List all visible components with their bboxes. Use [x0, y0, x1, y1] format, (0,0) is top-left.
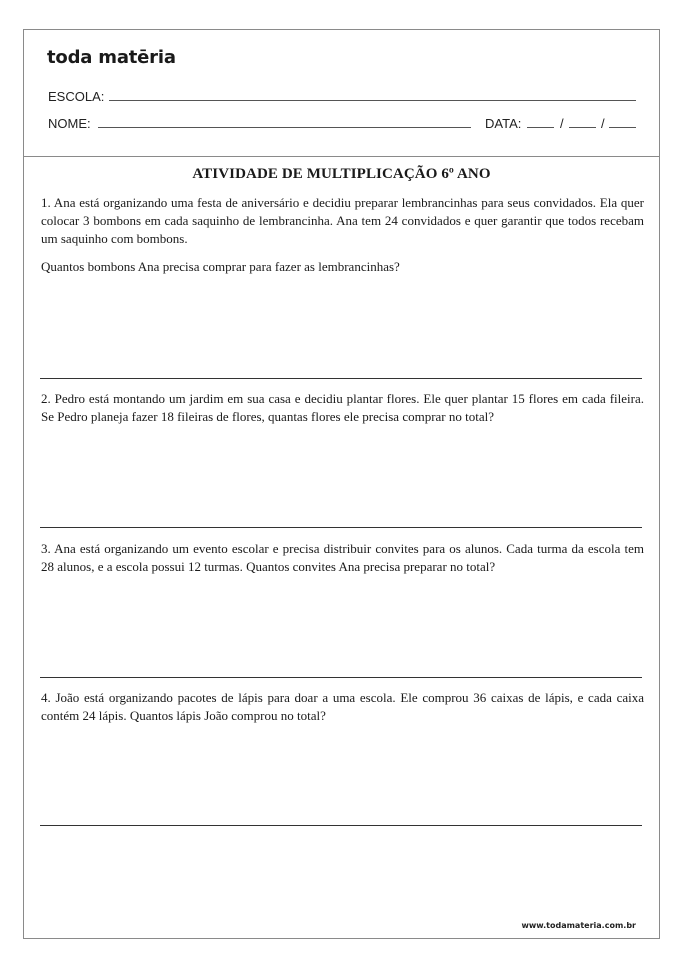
worksheet-page: [23, 29, 660, 939]
question-prompt: Quantos bombons Ana precisa comprar para fazer as lembrancinhas?: [41, 259, 400, 274]
question-1: [41, 194, 644, 276]
answer-line-3[interactable]: [40, 677, 642, 678]
question-4: [41, 689, 644, 725]
date-separator: /: [560, 116, 564, 131]
question-text: 3. Ana está organizando um evento escolar e precisa distribuir convites para os alunos. Cada turma da escola tem 28 alunos, e a escola possui 12 turmas. Quantos convites Ana precisa preparar no total?: [41, 541, 644, 574]
worksheet-title: ATIVIDADE DE MULTIPLICAÇÃO 6º ANO: [192, 166, 491, 182]
name-field[interactable]: [98, 127, 471, 128]
question-3: [41, 540, 644, 576]
school-field[interactable]: [109, 100, 636, 101]
name-label: NOME:: [48, 116, 91, 131]
date-year-field[interactable]: [609, 127, 636, 128]
question-text: 2. Pedro está montando um jardim em sua casa e decidiu plantar flores. Ele quer plantar 15 flores em cada fileira. Se Pedro planeja fazer 18 fileiras de flores, quantas flores ele precisa comprar no total?: [41, 391, 644, 424]
school-label: ESCOLA:: [48, 89, 105, 104]
date-separator: /: [601, 116, 605, 131]
date-day-field[interactable]: [527, 127, 554, 128]
date-label: DATA:: [485, 116, 522, 131]
date-month-field[interactable]: [569, 127, 596, 128]
answer-line-2[interactable]: [40, 527, 642, 528]
footer-url[interactable]: www.todamateria.com.br: [521, 921, 636, 930]
brand-logo: toda matēria: [47, 47, 176, 68]
question-2: [41, 390, 644, 426]
answer-line-1[interactable]: [40, 378, 642, 379]
question-text: 1. Ana está organizando uma festa de aniversário e decidiu preparar lembrancinhas para seus convidados. Ela quer colocar 3 bombons em cada saquinho de lembrancinha. Ana tem 24 convidados e quer garantir que todos recebam um saquinho com bombons.: [41, 195, 644, 246]
question-text: 4. João está organizando pacotes de lápis para doar a uma escola. Ele comprou 36 caixas de lápis, e cada caixa contém 24 lápis. Quantos lápis João comprou no total?: [41, 690, 644, 723]
header: [24, 30, 659, 157]
answer-line-4[interactable]: [40, 825, 642, 826]
